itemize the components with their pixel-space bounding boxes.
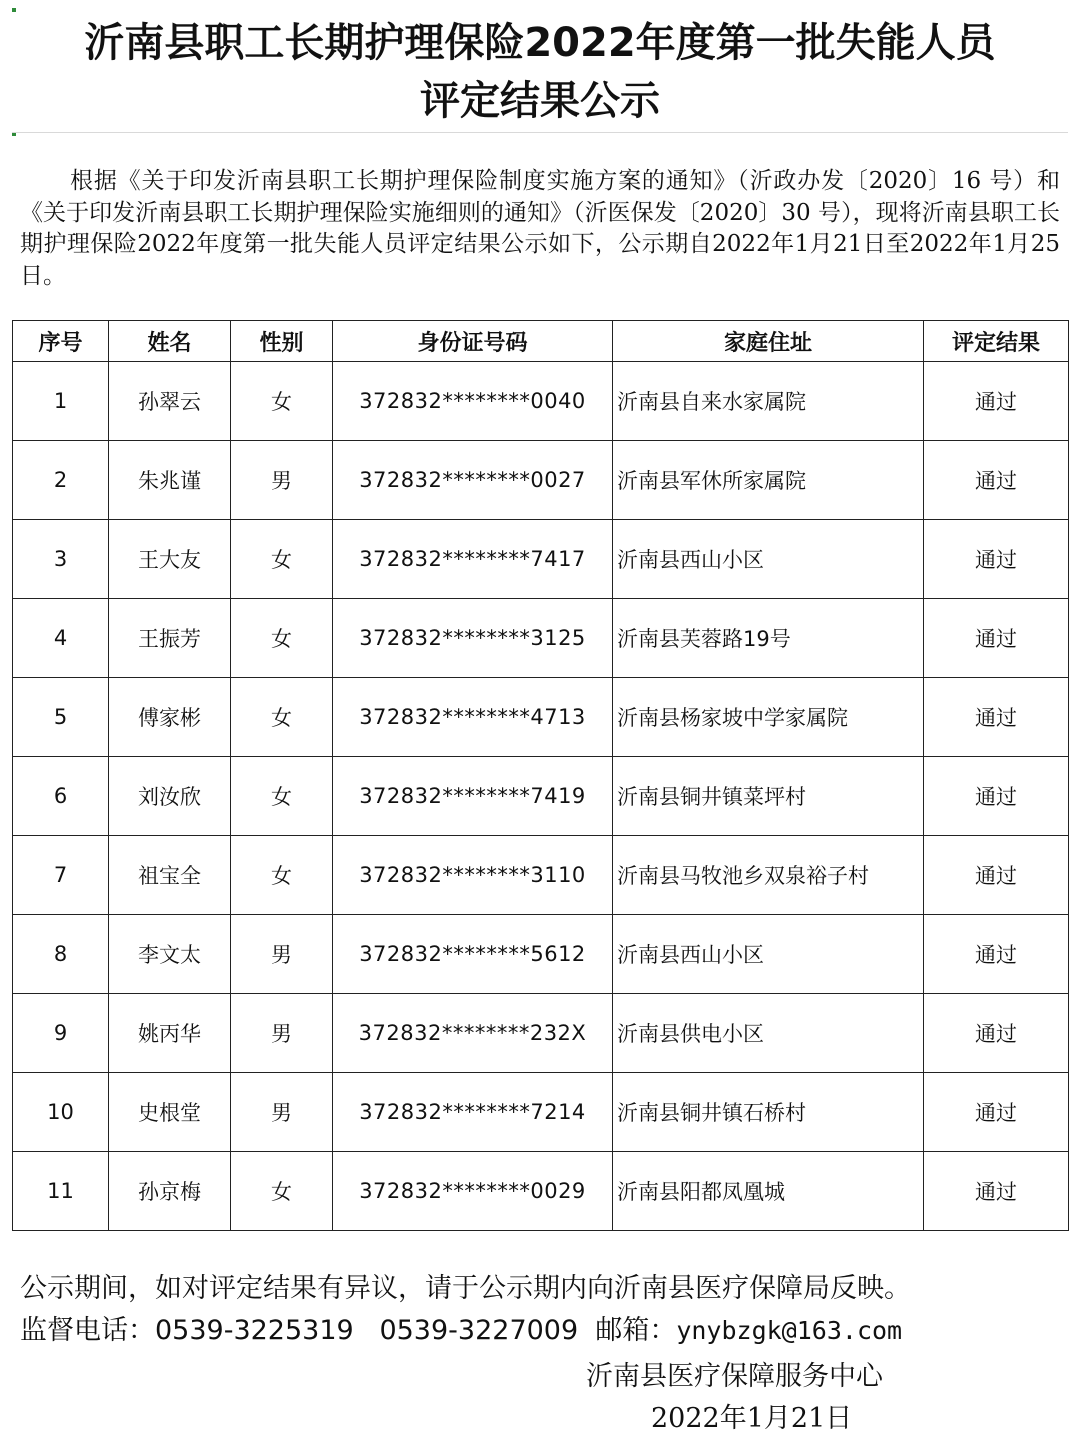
table-header-row xyxy=(13,321,1069,362)
title-block xyxy=(12,8,1068,133)
cell-gender: 女 xyxy=(231,1152,333,1231)
cell-name: 王振芳 xyxy=(109,599,231,678)
cell-id: 372832********7214 xyxy=(333,1073,613,1152)
cell-address: 沂南县马牧池乡双泉裕子村 xyxy=(613,836,924,915)
result-table xyxy=(12,320,1069,1231)
cell-address: 沂南县自来水家属院 xyxy=(613,362,924,441)
cell-result: 通过 xyxy=(924,520,1069,599)
cell-no: 7 xyxy=(13,836,109,915)
cell-address: 沂南县杨家坡中学家属院 xyxy=(613,678,924,757)
cell-id: 372832********3125 xyxy=(333,599,613,678)
table-row xyxy=(13,441,1069,520)
cell-name: 傅家彬 xyxy=(109,678,231,757)
cell-gender: 男 xyxy=(231,441,333,520)
issuing-organization: 沂南县医疗保障服务中心 xyxy=(586,1361,883,1392)
cell-no: 2 xyxy=(13,441,109,520)
cell-id: 372832********0029 xyxy=(333,1152,613,1231)
cell-no: 4 xyxy=(13,599,109,678)
phone-number-1: 0539-3225319 xyxy=(155,1315,354,1346)
cell-id: 372832********7419 xyxy=(333,757,613,836)
cell-name: 刘汝欣 xyxy=(109,757,231,836)
cell-name: 祖宝全 xyxy=(109,836,231,915)
cell-result: 通过 xyxy=(924,994,1069,1073)
cell-address: 沂南县西山小区 xyxy=(613,915,924,994)
intro-paragraph: 根据《关于印发沂南县职工长期护理保险制度实施方案的通知》（沂政办发〔2020〕16 号）和《关于印发沂南县职工长期护理保险实施细则的通知》（沂医保发〔2020〕30 号），现将沂南县职工长期护理保险2022年度第一批失能人员评定结果公示如下，公示期自2022年1月21日至2022年1月25日。 xyxy=(20,168,1060,289)
header-no: 序号 xyxy=(13,321,109,362)
cell-gender: 女 xyxy=(231,678,333,757)
phone-number-2: 0539-3227009 xyxy=(379,1315,579,1346)
table-row xyxy=(13,1152,1069,1231)
cell-address: 沂南县铜井镇菜坪村 xyxy=(613,757,924,836)
cell-gender: 男 xyxy=(231,1073,333,1152)
header-name: 姓名 xyxy=(109,321,231,362)
cell-result: 通过 xyxy=(924,599,1069,678)
table-row xyxy=(13,1073,1069,1152)
cell-gender: 女 xyxy=(231,836,333,915)
table-row xyxy=(13,678,1069,757)
table-row xyxy=(13,599,1069,678)
cell-result: 通过 xyxy=(924,678,1069,757)
cell-address: 沂南县西山小区 xyxy=(613,520,924,599)
cell-no: 3 xyxy=(13,520,109,599)
cell-result: 通过 xyxy=(924,836,1069,915)
cell-no: 11 xyxy=(13,1152,109,1231)
page-title-line1: 沂南县职工长期护理保险2022年度第一批失能人员 xyxy=(84,20,996,66)
cell-id: 372832********0027 xyxy=(333,441,613,520)
cell-gender: 女 xyxy=(231,362,333,441)
cell-name: 朱兆谨 xyxy=(109,441,231,520)
email-address: ynybzgk@163.com xyxy=(676,1316,903,1345)
table-row xyxy=(13,836,1069,915)
cell-id: 372832********3110 xyxy=(333,836,613,915)
cell-result: 通过 xyxy=(924,441,1069,520)
cell-id: 372832********232X xyxy=(333,994,613,1073)
cell-name: 姚丙华 xyxy=(109,994,231,1073)
table-row xyxy=(13,915,1069,994)
cell-name: 李文太 xyxy=(109,915,231,994)
cell-result: 通过 xyxy=(924,362,1069,441)
cell-address: 沂南县供电小区 xyxy=(613,994,924,1073)
objection-notice: 公示期间，如对评定结果有异议，请于公示期内向沂南县医疗保障局反映。 xyxy=(20,1273,911,1304)
cell-address: 沂南县军休所家属院 xyxy=(613,441,924,520)
table-row xyxy=(13,520,1069,599)
cell-address: 沂南县芙蓉路19号 xyxy=(613,599,924,678)
cell-id: 372832********7417 xyxy=(333,520,613,599)
cell-gender: 女 xyxy=(231,520,333,599)
cell-no: 5 xyxy=(13,678,109,757)
cell-result: 通过 xyxy=(924,757,1069,836)
phone-label: 监督电话： xyxy=(20,1315,155,1346)
email-label: 邮箱： xyxy=(595,1315,677,1346)
issue-date: 2022年1月21日 xyxy=(651,1403,853,1434)
cell-no: 8 xyxy=(13,915,109,994)
cell-name: 孙京梅 xyxy=(109,1152,231,1231)
cell-gender: 男 xyxy=(231,915,333,994)
cell-no: 1 xyxy=(13,362,109,441)
cell-id: 372832********0040 xyxy=(333,362,613,441)
cell-no: 6 xyxy=(13,757,109,836)
header-address: 家庭住址 xyxy=(613,321,924,362)
cell-name: 史根堂 xyxy=(109,1073,231,1152)
cell-gender: 女 xyxy=(231,757,333,836)
contact-line xyxy=(20,1310,1070,1352)
table-row xyxy=(13,362,1069,441)
cell-gender: 男 xyxy=(231,994,333,1073)
table-row xyxy=(13,757,1069,836)
cell-id: 372832********5612 xyxy=(333,915,613,994)
cell-gender: 女 xyxy=(231,599,333,678)
cell-address: 沂南县铜井镇石桥村 xyxy=(613,1073,924,1152)
cell-address: 沂南县阳都凤凰城 xyxy=(613,1152,924,1231)
cell-id: 372832********4713 xyxy=(333,678,613,757)
header-gender: 性别 xyxy=(231,321,333,362)
footer-block xyxy=(20,1268,1070,1352)
cell-name: 孙翠云 xyxy=(109,362,231,441)
header-result: 评定结果 xyxy=(924,321,1069,362)
table-row xyxy=(13,994,1069,1073)
cell-no: 9 xyxy=(13,994,109,1073)
header-id: 身份证号码 xyxy=(333,321,613,362)
cell-no: 10 xyxy=(13,1073,109,1152)
cell-result: 通过 xyxy=(924,915,1069,994)
page-title-line2: 评定结果公示 xyxy=(420,78,660,124)
cell-name: 王大友 xyxy=(109,520,231,599)
cell-result: 通过 xyxy=(924,1152,1069,1231)
cell-result: 通过 xyxy=(924,1073,1069,1152)
